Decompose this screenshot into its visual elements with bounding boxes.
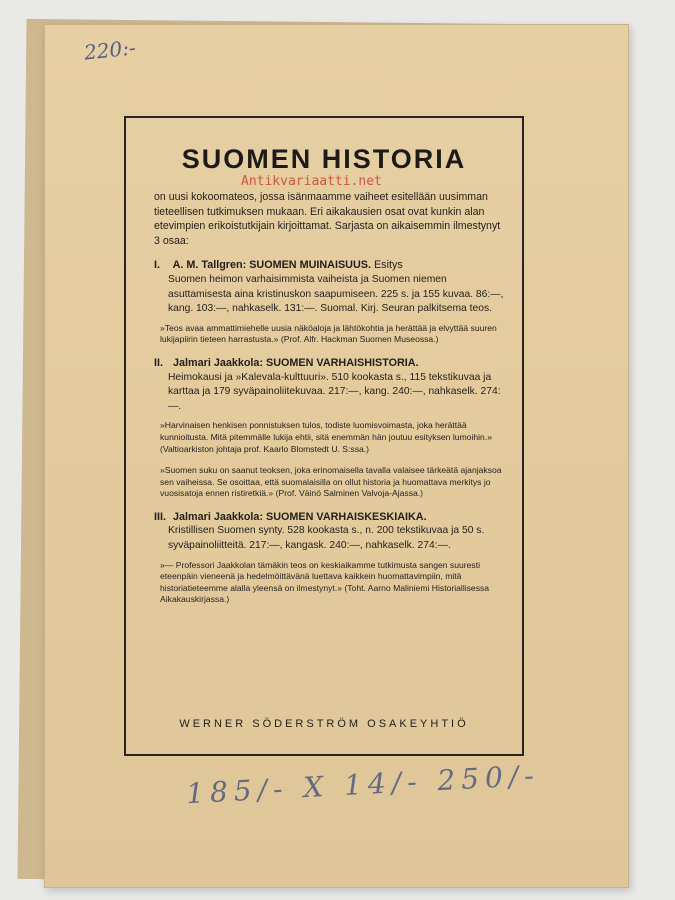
entry-description: Heimokausi ja »Kalevala-kulttuuri». 510 kookasta s., 115 tekstikuvaa ja karttaa ja 179 syväpainoliitekuvaa. 217:—, kang. 240:—, nahkaselk. 274:—. bbox=[168, 371, 501, 412]
entry-number: III. bbox=[154, 510, 166, 523]
intro-paragraph: on uusi kokoomateos, jossa isänmaamme vaiheet esitellään uusimman tieteellisen tutkimuksen mukaan. Eri aikakausien osat ovat kunkin alan etevimpien erikoistutkijain kirjoittamat. Sarjasta on aikaisemmin ilmestynyt 3 osaa: bbox=[154, 191, 501, 247]
entry-description: Suomen heimon varhaisimmista vaiheista ja Suomen niemen asuttamisesta aina kristinuskon saapumiseen. 225 s. ja 155 kuvaa. 86:—, kang. 103:—, nahkaselk. 131:—. Suomal. Kirj. Seuran palkitsema teos. bbox=[168, 273, 504, 315]
handwritten-price-notes: 185/- X 14/- 250/- bbox=[185, 758, 541, 811]
entry-title-tail: Esitys bbox=[373, 259, 403, 272]
entry-volume-2 bbox=[154, 356, 506, 500]
entry-heading bbox=[154, 356, 506, 371]
entry-number: II. bbox=[154, 356, 163, 369]
watermark-text: Antikvariaatti.net bbox=[241, 174, 382, 189]
entry-heading bbox=[154, 258, 506, 273]
handwritten-price: 220:- bbox=[82, 35, 137, 65]
entry-heading bbox=[154, 510, 506, 525]
review-quote: »Suomen suku on saanut teoksen, joka erinomaisella tavalla valaisee tärkeätä ajanjaksoa sen vaiheissa. Se osoittaa, että suomalaisilla on ollut historia ja huomattava merkitys jo vuosisatoja ennen ristiretkiä.» (Prof. Väinö Salminen Valvoja-Ajassa.) bbox=[160, 465, 502, 499]
advertisement-frame bbox=[124, 116, 524, 756]
entry-title: Jalmari Jaakkola: SUOMEN VARHAISHISTORIA. bbox=[173, 356, 419, 369]
entry-title: Jalmari Jaakkola: SUOMEN VARHAISKESKIAIKA. bbox=[173, 510, 427, 523]
entry-volume-3 bbox=[154, 510, 506, 606]
advertisement-content bbox=[154, 190, 506, 616]
page-title: SUOMEN HISTORIA bbox=[181, 144, 467, 174]
review-quote: »Teos avaa ammattimiehelle uusia näköaloja ja lähtökohtia ja herättää ja elvyttää suuren lukijapiirin tieteen harrastusta.» (Prof. Alfr. Hackman Suomen Museossa.) bbox=[160, 322, 497, 345]
publisher-name: WERNER SÖDERSTRÖM OSAKEYHTIÖ bbox=[179, 718, 469, 730]
review-quote: »— Professori Jaakkolan tämäkin teos on keskiaikamme tutkimusta sangen suuresti eteenpäin vieneenä ja hedelmöittävänä luettava kaikkein huomattavimpiin, mitä historiatieteemme alalla yleensä on ilmestynyt.» (Toht. Aarno Maliniemi Historiallisessa Aikakauskirjassa.) bbox=[160, 559, 490, 605]
entry-description: Kristillisen Suomen synty. 528 kookasta s., n. 200 tekstikuvaa ja 50 s. syväpainoliitteitä. 217:—, kangask. 240:—, nahkaselk. 274:—. bbox=[168, 525, 485, 552]
review-quote: »Harvinaisen henkisen ponnistuksen tulos, todiste luomisvoimasta, joka herättää kunnioitusta. Mitä pitemmälle lukija ehtii, sitä enemmän hän joutuu esityksen lumoihin.» (Valtioarkiston johtaja prof. Kaarlo Blomstedt U. S:ssa.) bbox=[160, 420, 492, 454]
entry-title: A. M. Tallgren: SUOMEN MUINAISUUS. bbox=[172, 259, 371, 272]
entry-volume-1 bbox=[154, 258, 506, 346]
entry-number: I. bbox=[154, 259, 160, 272]
